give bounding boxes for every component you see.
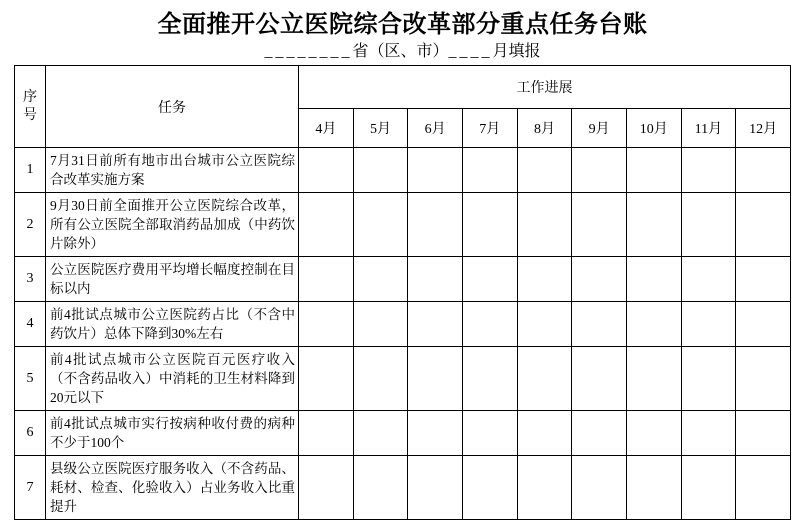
task-ledger-table — [14, 65, 791, 520]
month-blank-field[interactable]: ____ — [448, 43, 493, 60]
progress-cell[interactable] — [353, 347, 408, 411]
progress-cell[interactable] — [517, 193, 572, 257]
table-row — [15, 302, 791, 347]
header-task: 任务 — [46, 66, 299, 148]
progress-cell[interactable] — [299, 347, 354, 411]
progress-cell[interactable] — [626, 148, 681, 193]
progress-cell[interactable] — [299, 193, 354, 257]
province-suffix-label: 省（区、市） — [352, 43, 449, 60]
progress-cell[interactable] — [626, 411, 681, 456]
header-month-jul: 7月 — [462, 109, 517, 148]
progress-cell[interactable] — [572, 148, 627, 193]
progress-cell[interactable] — [681, 148, 736, 193]
progress-cell[interactable] — [353, 257, 408, 302]
table-body — [15, 148, 791, 520]
row-serial-number: 1 — [15, 148, 46, 193]
row-serial-number: 7 — [15, 456, 46, 520]
progress-cell[interactable] — [572, 411, 627, 456]
progress-cell[interactable] — [736, 257, 791, 302]
progress-cell[interactable] — [736, 302, 791, 347]
row-task-text: 前4批试点城市实行按病种收付费的病种不少于100个 — [46, 411, 299, 456]
progress-cell[interactable] — [408, 411, 463, 456]
row-serial-number: 6 — [15, 411, 46, 456]
header-serial-number: 序号 — [15, 66, 46, 148]
header-row-top — [15, 66, 791, 109]
table-row — [15, 411, 791, 456]
progress-cell[interactable] — [299, 257, 354, 302]
row-task-text: 前4批试点城市公立医院药占比（不含中药饮片）总体下降到30%左右 — [46, 302, 299, 347]
progress-cell[interactable] — [572, 193, 627, 257]
row-serial-number: 3 — [15, 257, 46, 302]
row-task-text: 前4批试点城市公立医院百元医疗收入（不含药品收入）中消耗的卫生材料降到20元以下 — [46, 347, 299, 411]
row-task-text: 公立医院医疗费用平均增长幅度控制在目标以内 — [46, 257, 299, 302]
header-work-progress: 工作进展 — [299, 66, 791, 109]
progress-cell[interactable] — [517, 257, 572, 302]
header-month-oct: 10月 — [626, 109, 681, 148]
progress-cell[interactable] — [736, 411, 791, 456]
progress-cell[interactable] — [517, 148, 572, 193]
header-month-apr: 4月 — [299, 109, 354, 148]
progress-cell[interactable] — [517, 302, 572, 347]
progress-cell[interactable] — [462, 411, 517, 456]
header-month-may: 5月 — [353, 109, 408, 148]
progress-cell[interactable] — [408, 347, 463, 411]
progress-cell[interactable] — [299, 411, 354, 456]
document-subtitle — [0, 41, 805, 62]
progress-cell[interactable] — [626, 347, 681, 411]
progress-cell[interactable] — [462, 193, 517, 257]
progress-cell[interactable] — [736, 193, 791, 257]
progress-cell[interactable] — [299, 148, 354, 193]
progress-cell[interactable] — [572, 456, 627, 520]
progress-cell[interactable] — [408, 193, 463, 257]
table-row — [15, 193, 791, 257]
table-row — [15, 456, 791, 520]
progress-cell[interactable] — [408, 257, 463, 302]
progress-cell[interactable] — [517, 347, 572, 411]
progress-cell[interactable] — [681, 193, 736, 257]
progress-cell[interactable] — [408, 456, 463, 520]
progress-cell[interactable] — [299, 456, 354, 520]
progress-cell[interactable] — [353, 193, 408, 257]
document-title: 全面推开公立医院综合改革部分重点任务台账 — [157, 12, 648, 38]
progress-cell[interactable] — [353, 302, 408, 347]
progress-cell[interactable] — [572, 347, 627, 411]
row-serial-number: 2 — [15, 193, 46, 257]
header-month-dec: 12月 — [736, 109, 791, 148]
progress-cell[interactable] — [299, 302, 354, 347]
progress-cell[interactable] — [626, 193, 681, 257]
row-task-text: 7月31日前所有地市出台城市公立医院综合改革实施方案 — [46, 148, 299, 193]
row-serial-number: 5 — [15, 347, 46, 411]
row-task-text: 9月30日前全面推开公立医院综合改革，所有公立医院全部取消药品加成（中药饮片除外） — [46, 193, 299, 257]
progress-cell[interactable] — [353, 456, 408, 520]
row-serial-number: 4 — [15, 302, 46, 347]
progress-cell[interactable] — [626, 456, 681, 520]
province-blank-field[interactable]: ________ — [264, 43, 353, 60]
progress-cell[interactable] — [736, 347, 791, 411]
progress-cell[interactable] — [462, 257, 517, 302]
progress-cell[interactable] — [626, 257, 681, 302]
table-header — [15, 66, 791, 148]
progress-cell[interactable] — [517, 456, 572, 520]
progress-cell[interactable] — [681, 302, 736, 347]
progress-cell[interactable] — [408, 302, 463, 347]
progress-cell[interactable] — [681, 347, 736, 411]
month-suffix-label: 月填报 — [492, 43, 541, 60]
progress-cell[interactable] — [517, 411, 572, 456]
progress-cell[interactable] — [462, 302, 517, 347]
table-row — [15, 148, 791, 193]
header-month-nov: 11月 — [681, 109, 736, 148]
header-month-jun: 6月 — [408, 109, 463, 148]
progress-cell[interactable] — [462, 347, 517, 411]
table-row — [15, 347, 791, 411]
progress-cell[interactable] — [736, 148, 791, 193]
progress-cell[interactable] — [681, 456, 736, 520]
progress-cell[interactable] — [626, 302, 681, 347]
progress-cell[interactable] — [572, 257, 627, 302]
progress-cell[interactable] — [681, 411, 736, 456]
progress-cell[interactable] — [408, 148, 463, 193]
table-row — [15, 257, 791, 302]
progress-cell[interactable] — [353, 148, 408, 193]
progress-cell[interactable] — [353, 411, 408, 456]
row-task-text: 县级公立医院医疗服务收入（不含药品、耗材、检查、化验收入）占业务收入比重提升 — [46, 456, 299, 520]
progress-cell[interactable] — [462, 148, 517, 193]
header-month-sep: 9月 — [572, 109, 627, 148]
progress-cell[interactable] — [681, 257, 736, 302]
progress-cell[interactable] — [572, 302, 627, 347]
progress-cell[interactable] — [462, 456, 517, 520]
header-month-aug: 8月 — [517, 109, 572, 148]
progress-cell[interactable] — [736, 456, 791, 520]
